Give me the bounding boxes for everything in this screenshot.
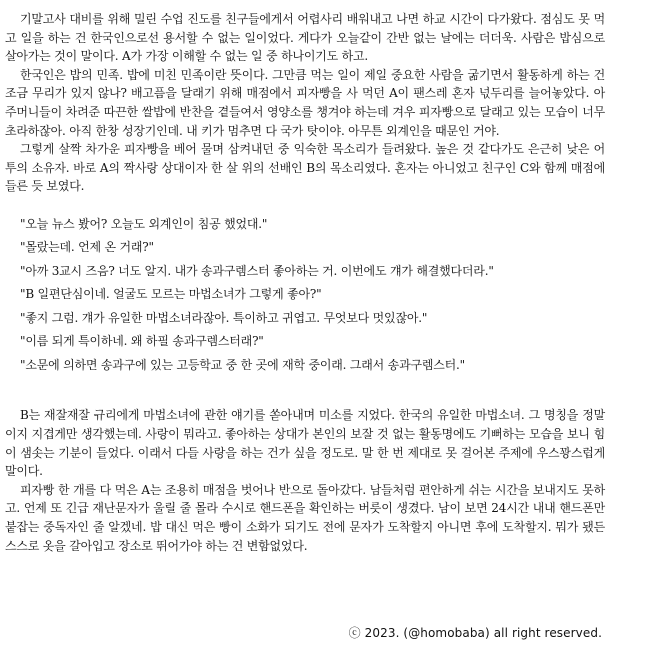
paragraph: B는 재잘재잘 규리에게 마법소녀에 관한 얘기를 쏟아내며 미소를 지었다. 한국의 유일한 마법소녀. 그 명칭을 정말이지 지겹게만 생각했는데. 사랑이 뭐라고. 좋아하는 상대가 본인의 보잘 것 없는 활동명에도 기뻐하는 모습을 보니 힘이 샘솟는 기분이 들었다. 이래서 다들 사랑을 하는 건가 싶을 정도로. 말 한 번 제대로 못 걸어본 주제에 우스꽝스럽게 말이다.: [5, 408, 605, 479]
dialogue-line: "이름 되게 특이하네. 왜 하필 송과구렘스터래?": [20, 334, 264, 349]
dialogue-line: "오늘 뉴스 봤어? 오늘도 외계인이 침공 했었대.": [20, 216, 268, 231]
paragraph: 피자빵 한 개를 다 먹은 A는 조용히 매점을 벗어나 반으로 돌아갔다. 남들처럼 편안하게 쉬는 시간을 보내지도 못하고. 언제 또 긴급 재난문자가 울릴 줄 몰라 수시로 핸드폰을 확인하는 버릇이 생겼다. 남이 보면 24시간 내내 핸드폰만 붙잡는 중독자인 줄 알겠네. 밥 대신 먹은 빵이 소화가 되기도 전에 문자가 도착할지 아니면 후에 도착할지. 뭐가 됐든 스스로 옷을 갈아입고 장소로 뛰어가야 하는 건 변함없었다.: [5, 482, 605, 553]
section-gap: [5, 196, 605, 216]
paragraph: 그렇게 살짝 차가운 피자빵을 베어 물며 삼켜내던 중 익숙한 목소리가 들려왔다. 높은 것 같다가도 은근히 낮은 어투의 소유자. 바로 A의 짝사랑 상대이자 한 살 위의 선배인 B의 목소리였다. 혼자는 아니었고 친구인 C와 함께 매점에 들른 듯 보였다.: [5, 142, 605, 194]
dialogue-line: "몰랐는데. 언제 온 거래?": [20, 240, 154, 255]
copyright-footer: ⓒ 2023. (@homobaba) all right reserved.: [348, 626, 602, 640]
section-gap: [5, 380, 605, 406]
dialogue-line: "소문에 의하면 송과구에 있는 고등학교 중 한 곳에 재학 중이래. 그래서 송과구렘스터.": [20, 357, 465, 372]
document-body: [5, 10, 605, 555]
dialogue-block: [5, 216, 605, 374]
paragraph: 한국인은 밥의 민족. 밥에 미친 민족이란 뜻이다. 그만큼 먹는 일이 제일 중요한 사람을 굶기면서 활동하게 하는 건 조금 무리가 있지 않나? 배고픔을 달래기 위해 매점에서 피자빵을 사 먹던 A이 팬스레 혼자 넋두리를 늘어놓았다. 아주머니들이 차려준 따끈한 쌀밥에 반찬을 곁들여서 영양소를 챙겨야 하는데 겨우 피자빵으로 달래고 있는 모습이 너무 초라하잖아. 아직 한창 성장기인데. 내 키가 멈추면 다 국가 탓이야. 아무튼 외계인을 때문인 거야.: [5, 67, 605, 138]
dialogue-line: "B 일편단심이네. 얼굴도 모르는 마법소녀가 그렇게 좋아?": [20, 287, 322, 302]
paragraph: 기말고사 대비를 위해 밀린 수업 진도를 친구들에게서 어렵사리 배워내고 나면 하교 시간이 다가왔다. 점심도 못 먹고 일을 하는 건 한국인으로선 용서할 수 없는 일이었다. 게다가 오늘같이 간반 없는 날에는 더더욱. 사람은 밥심으로 살아가는 것이 말이다. A가 가장 이해할 수 없는 일 중 하나이기도 하고.: [5, 12, 605, 64]
dialogue-line: "좋지 그럼. 걔가 유일한 마법소녀라잖아. 특이하고 귀엽고. 무엇보다 멋있잖아.": [20, 310, 428, 325]
dialogue-line: "아까 3교시 즈음? 너도 알지. 내가 송과구렘스터 좋아하는 거. 이번에도 걔가 해결했다더라.": [20, 263, 494, 278]
